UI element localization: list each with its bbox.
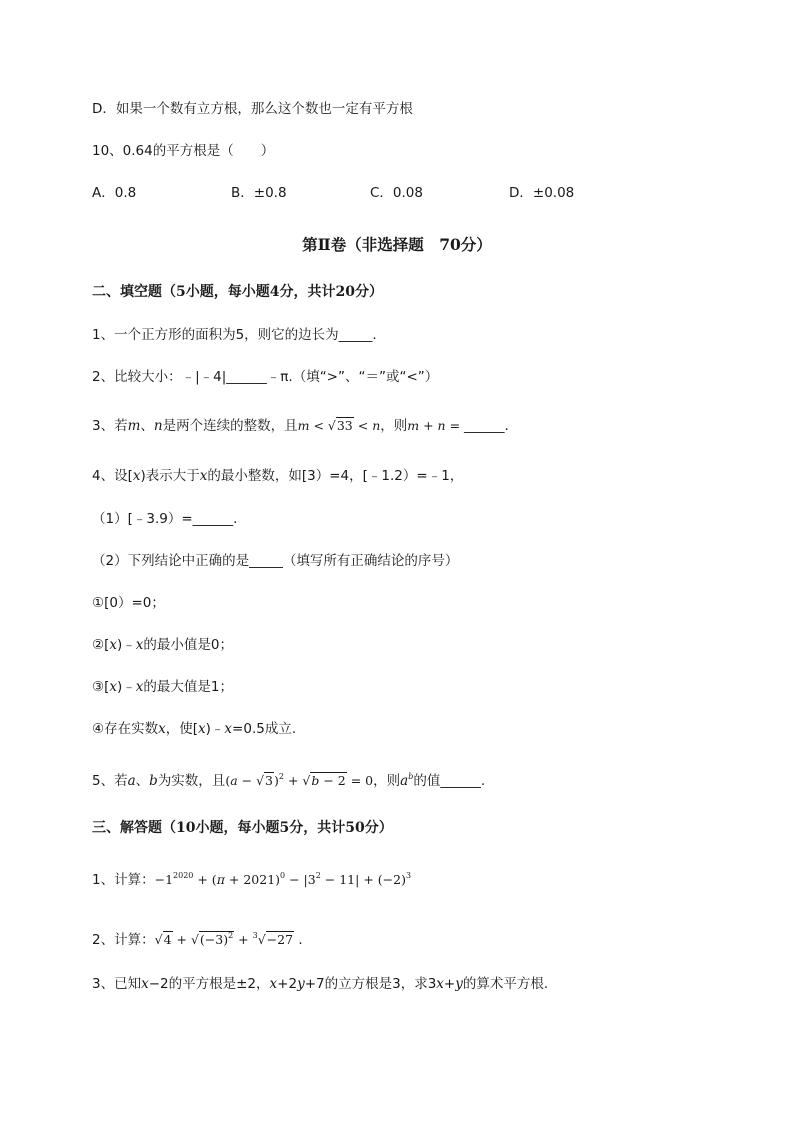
s2-q3-tail: ，则 bbox=[380, 418, 408, 434]
term: + ( bbox=[193, 872, 217, 887]
c3-c: 的最大值是1； bbox=[143, 679, 233, 695]
q10-stem: 10、0.64的平方根是（ ） bbox=[92, 143, 275, 159]
s3-q3-a2: +2 bbox=[277, 976, 298, 992]
plus: + bbox=[234, 932, 253, 947]
s2-q3-mid: 是两个连续的整数，且 bbox=[162, 418, 298, 434]
s2-q4-conclusion-4 bbox=[92, 719, 296, 739]
q10-option-d: D．±0.08 bbox=[509, 185, 575, 201]
var-y: y bbox=[297, 976, 305, 992]
s2-q4-part2: （2）下列结论中正确的是_____（填写所有正确结论的序号） bbox=[92, 553, 459, 569]
exponent-b: b bbox=[408, 772, 414, 781]
var-m: m bbox=[297, 418, 310, 433]
radicand: 33 bbox=[336, 418, 353, 433]
exponent: 2020 bbox=[173, 871, 194, 880]
var-b: b bbox=[311, 773, 320, 788]
exponent: 2 bbox=[228, 931, 234, 940]
exponent: 2 bbox=[315, 871, 321, 880]
s3-q2-end: . bbox=[294, 932, 303, 948]
c3-b: )﹣ bbox=[117, 679, 136, 695]
c3-a: ③[ bbox=[92, 679, 110, 695]
c4-a: ④存在实数 bbox=[92, 721, 159, 737]
s3-q3-a5: 的算术平方根. bbox=[462, 976, 549, 992]
var-x: x bbox=[158, 721, 166, 737]
c2-b: )﹣ bbox=[117, 637, 136, 653]
q10-option-b: B．±0.8 bbox=[231, 185, 287, 201]
var-x: x bbox=[199, 468, 208, 484]
s3-q3-a3: +7的立方根是3，求3 bbox=[304, 976, 437, 992]
s2-q1: 1、一个正方形的面积为5，则它的边长为_____. bbox=[92, 327, 377, 343]
radicand: 4 bbox=[163, 932, 172, 947]
part2-title: 第Ⅱ卷（非选择题 70分） bbox=[302, 235, 492, 254]
s2-q4-conclusion-1: ①[0）=0； bbox=[92, 595, 165, 611]
var-n: n bbox=[372, 418, 381, 433]
var-a: a bbox=[127, 773, 136, 789]
paren-open: ( bbox=[225, 773, 231, 788]
s2-q4-mid1: )表示大于 bbox=[140, 468, 200, 484]
var-a: a bbox=[230, 773, 238, 788]
var-y: y bbox=[455, 976, 463, 992]
exponent: 3 bbox=[405, 871, 412, 880]
less-than: < bbox=[309, 418, 328, 433]
s2-q2: 2、比较大小：﹣|﹣4|______﹣π.（填“>”、“＝”或“<”） bbox=[92, 369, 439, 385]
exponent: 2 bbox=[278, 772, 284, 781]
s2-q4-lead: 4、设[ bbox=[92, 468, 133, 484]
s2-q4-mid2: 的最小整数，如[3）=4，[﹣1.2）=﹣1， bbox=[207, 468, 464, 484]
s2-q5 bbox=[92, 767, 485, 791]
var-a: a bbox=[400, 773, 409, 789]
s2-q4-conclusion-2 bbox=[92, 635, 233, 655]
less-than: < bbox=[353, 418, 373, 433]
section2-heading: 二、填空题（5小题，每小题4分，共计20分） bbox=[92, 284, 383, 300]
var-b: b bbox=[149, 773, 158, 789]
c2-c: 的最小值是0； bbox=[143, 637, 233, 653]
radicand-base: (−3) bbox=[199, 932, 229, 947]
radicand bbox=[310, 772, 346, 788]
radicand: −27 bbox=[266, 932, 294, 947]
c2-a: ②[ bbox=[92, 637, 110, 653]
var-x: x bbox=[269, 976, 278, 992]
var-m: m bbox=[127, 418, 141, 434]
var-m: m bbox=[407, 418, 420, 433]
q10-option-c: C．0.08 bbox=[370, 185, 423, 201]
s2-q3 bbox=[92, 416, 509, 436]
q10-option-a: A．0.8 bbox=[92, 185, 137, 201]
var-n: n bbox=[153, 418, 163, 434]
s2-q3-inequality: m < √33 < n bbox=[297, 418, 381, 433]
s3-q2 bbox=[92, 926, 303, 950]
section3-heading: 三、解答题（10小题，每小题5分，共计50分） bbox=[92, 820, 393, 836]
s2-q4-conclusion-3 bbox=[92, 677, 233, 697]
var-x: x bbox=[141, 976, 149, 992]
var-n: n bbox=[437, 418, 446, 433]
var-x: x bbox=[224, 721, 233, 737]
s2-q4-part1: （1）[﹣3.9）=______. bbox=[92, 511, 238, 527]
term: − 11| + (−2) bbox=[320, 872, 406, 887]
plus: + bbox=[419, 418, 438, 433]
var-x: x bbox=[198, 721, 206, 737]
s2-q5-mid: 为实数，且 bbox=[157, 773, 226, 789]
plus: + bbox=[283, 773, 303, 788]
s2-q5-end: 的值______. bbox=[413, 773, 486, 789]
s3-q1 bbox=[92, 866, 411, 890]
var-x: x bbox=[109, 679, 117, 695]
s2-q5-lead: 5、若 bbox=[92, 773, 128, 789]
var-x: x bbox=[135, 637, 144, 653]
c4-b: ，使[ bbox=[165, 721, 199, 737]
s2-q5-sep: 、 bbox=[135, 773, 150, 789]
s3-q1-lead: 1、计算： bbox=[92, 872, 155, 888]
plus: + bbox=[172, 932, 191, 947]
s3-q2-expression: $√4 + √(-3)^2 + ^3√-27$ bbox=[154, 931, 294, 947]
s3-q3 bbox=[92, 974, 548, 994]
radicand: 3 bbox=[265, 773, 273, 788]
s2-q3-lead: 3、若 bbox=[92, 418, 128, 434]
s3-q2-lead: 2、计算： bbox=[92, 932, 155, 948]
radicand-rest: − 2 bbox=[319, 773, 346, 788]
q9-option-d: D．如果一个数有立方根，那么这个数也一定有平方根 bbox=[92, 101, 413, 117]
s3-q3-a4: + bbox=[443, 976, 456, 992]
equals-zero: = 0 bbox=[346, 773, 374, 788]
var-x: x bbox=[109, 637, 117, 653]
exponent: 0 bbox=[280, 871, 286, 880]
s2-q3-sum bbox=[407, 418, 464, 433]
term: − |3 bbox=[285, 872, 316, 887]
equals: = bbox=[445, 418, 465, 433]
pi: π bbox=[216, 872, 225, 887]
s3-q1-expression bbox=[155, 872, 411, 887]
term: −1 bbox=[154, 872, 174, 887]
paren-close: ) bbox=[274, 773, 279, 788]
var-x: x bbox=[132, 468, 141, 484]
s2-q5-equation: $(a - √3)^2 + √b - 2 = 0$ bbox=[225, 772, 374, 788]
s2-q3-sep: 、 bbox=[140, 418, 154, 434]
s3-q3-a1: −2的平方根是±2， bbox=[148, 976, 270, 992]
var-x: x bbox=[436, 976, 444, 992]
s3-q3-lead: 3、已知 bbox=[92, 976, 142, 992]
minus: − bbox=[237, 773, 257, 788]
c4-c: )﹣ bbox=[205, 721, 225, 737]
var-x: x bbox=[135, 679, 144, 695]
s2-q4-stem bbox=[92, 466, 463, 486]
root-index: 3 bbox=[252, 931, 258, 940]
radicand bbox=[199, 931, 234, 947]
c4-d: =0.5成立. bbox=[232, 721, 297, 737]
answer-blank: ______. bbox=[464, 418, 509, 434]
s2-q5-tail: ，则 bbox=[373, 773, 401, 789]
term: + 2021) bbox=[224, 872, 281, 887]
